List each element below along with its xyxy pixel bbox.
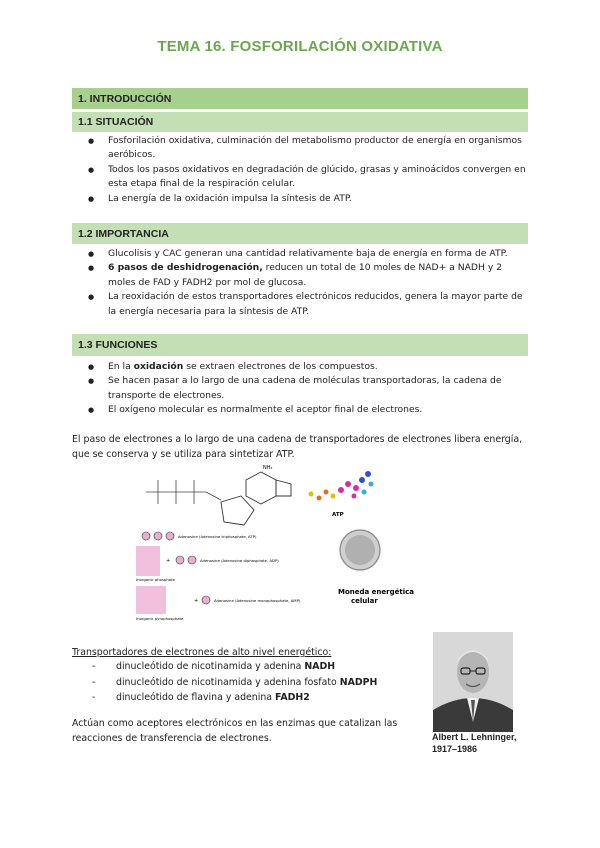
adenine-ring <box>246 472 276 504</box>
intro-paragraph: El paso de electrones a lo largo de una cadena de transportadores de electrones libera energía, que se conserva y se utiliza para sintetizar ATP. <box>72 434 523 460</box>
list-item-text: se extraen electrones de los compuestos. <box>183 361 378 372</box>
bold-text: NADH <box>304 661 336 672</box>
list-item <box>92 690 377 706</box>
transportadores-heading: Transportadores de electrones de alto nivel energético: <box>72 647 332 658</box>
list-item: ● Se hacen pasar a lo largo de una cadena de moléculas transportadoras, la cadena de transporte de electrones. <box>86 374 526 403</box>
page-title: TEMA 16. FOSFORILACIÓN OXIDATIVA <box>157 38 443 55</box>
portrait-caption <box>432 732 517 755</box>
ribose-ring <box>221 496 254 525</box>
bold-text: NADPH <box>339 676 378 688</box>
list-item <box>92 659 377 675</box>
list-item: ● La reoxidación de estos transportadores electrónicos reducidos, genera la mayor parte de la energía necesaria para la síntesis de ATP. <box>86 290 526 319</box>
plus-sign: + <box>194 598 199 604</box>
list-item-text: dinucleótido de nicotinamida y adenina fosfato <box>116 676 340 688</box>
section-header-importancia: 1.2 IMPORTANCIA <box>72 223 528 244</box>
atp-figure <box>136 465 466 630</box>
adenine-ring-2 <box>276 480 291 496</box>
list-item-text: reducen un total de 10 moles de NAD+ a NADH y 2 moles de FAD y FADH2 por mol de glucosa. <box>108 262 503 288</box>
atp-3d-molecule <box>309 471 374 501</box>
importancia-list <box>86 247 526 319</box>
coin-caption-line2: celular <box>351 597 378 605</box>
phosphate-box <box>136 546 160 576</box>
closing-paragraph: Actúan como aceptores electrónicos en las enzimas que catalizan las reacciones de transferencia de electrones. <box>72 718 398 744</box>
coin-inner <box>345 535 375 565</box>
list-item: ● Todos los pasos oxidativos en degradación de glúcido, grasas y aminoácidos convergen en esta etapa final de la respiración celular. <box>86 163 526 192</box>
list-item: ● Fosforilación oxidativa, culminación del metabolismo productor de energía en organismos aeróbicos. <box>86 134 526 163</box>
list-item-text: En la <box>108 361 134 372</box>
inorganic-pyrophosphate-label: Inorganic pyrophosphate <box>136 616 184 621</box>
phosphate-chain <box>146 480 221 504</box>
bold-text: oxidación <box>133 361 184 372</box>
list-item <box>92 675 377 691</box>
transportadores-list <box>92 659 377 706</box>
portrait-name: Albert L. Lehninger, <box>432 732 517 742</box>
list-item <box>86 261 526 290</box>
bold-text: FADH2 <box>275 692 310 703</box>
atp-adenosine-label: Adenosine (Adenosine triphosphate, ATP) <box>178 534 257 539</box>
atp-label: ATP <box>332 512 344 518</box>
funciones-list <box>86 360 526 418</box>
section-header-funciones: 1.3 FUNCIONES <box>72 334 528 356</box>
list-item: ● Glucolisis y CAC generan una cantidad relativamente baja de energía en forma de ATP. <box>86 247 526 261</box>
coin-caption-line1: Moneda energética <box>338 588 414 596</box>
list-item: ● La energía de la oxidación impulsa la síntesis de ATP. <box>86 192 526 206</box>
amp-adenosine-label: Adenosine (Adenosine monophosphate, AMP) <box>214 598 301 603</box>
nh2-label: NH₂ <box>263 465 273 471</box>
adp-adenosine-label: Adenosine (Adenosine diphosphate, ADP) <box>200 558 279 563</box>
plus-sign: + <box>166 558 171 564</box>
adp-row <box>176 556 279 564</box>
portrait-photo <box>433 632 513 732</box>
section-header-introduccion: 1. INTRODUCCIÓN <box>72 88 528 109</box>
inorganic-phosphate-label: Inorganic phosphate <box>136 577 175 582</box>
portrait-years: 1917–1986 <box>432 743 478 754</box>
amp-row <box>202 596 301 604</box>
situacion-list <box>86 134 526 206</box>
list-item: ● El oxígeno molecular es normalmente el aceptor final de electrones. <box>86 403 526 417</box>
section-header-situacion: 1.1 SITUACIÓN <box>72 112 528 132</box>
list-item <box>86 360 526 374</box>
list-item-text: dinucleótido de flavina y adenina <box>116 692 276 703</box>
pyrophosphate-box <box>136 586 166 614</box>
atp-row <box>142 532 257 540</box>
bold-text: 6 pasos de deshidrogenación, <box>108 262 263 274</box>
list-item-text: dinucleótido de nicotinamida y adenina <box>116 661 305 672</box>
